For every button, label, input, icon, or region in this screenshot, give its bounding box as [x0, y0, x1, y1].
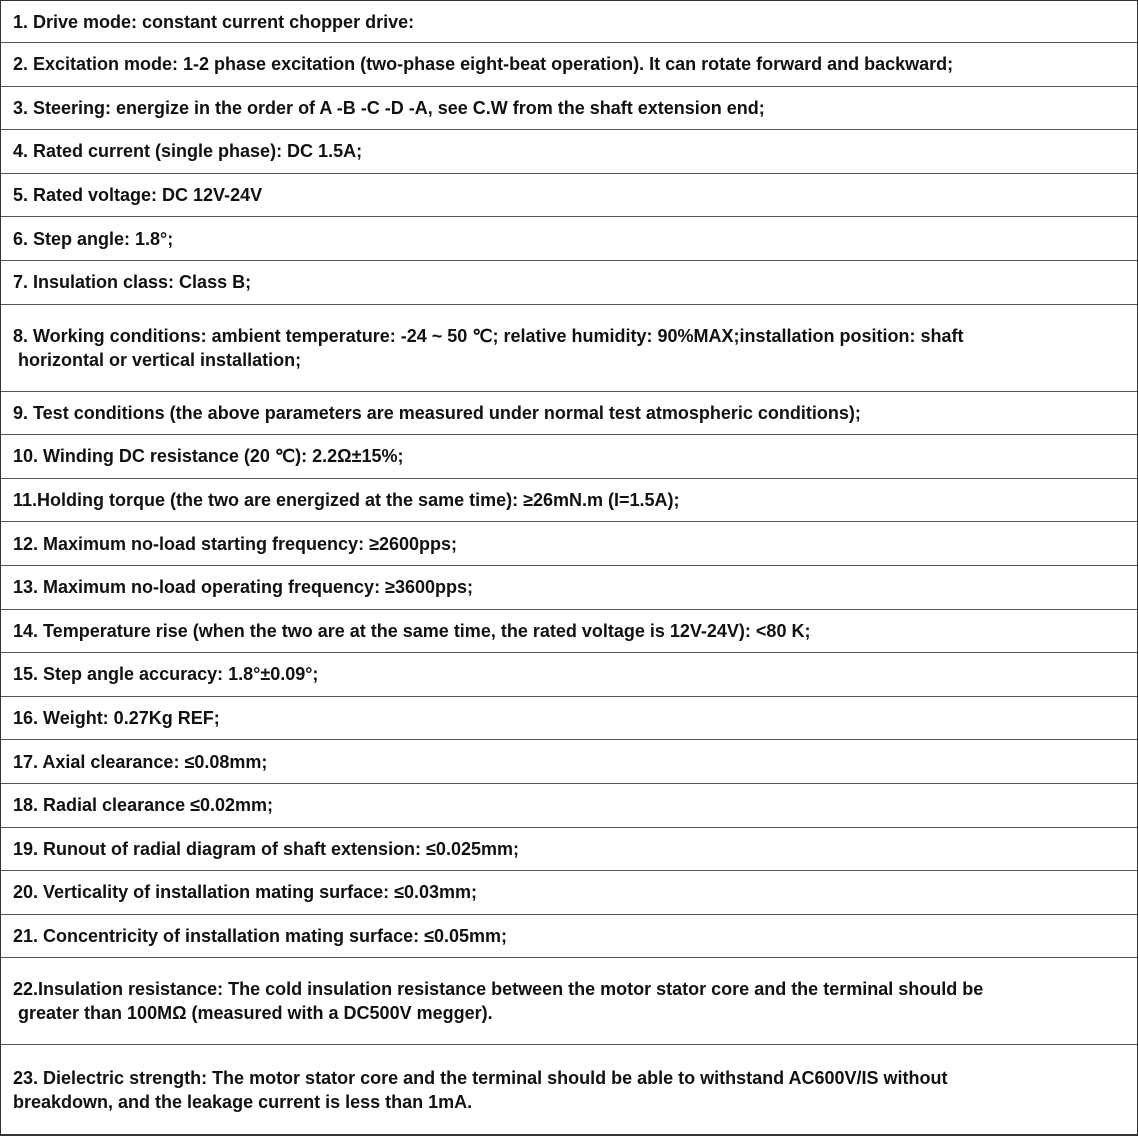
spec-row: [1, 130, 1137, 174]
spec-text: 8. Working conditions: ambient temperature: -24 ~ 50 ℃; relative humidity: 90%MAX;installation position: shaft horizontal or vertical installation;: [13, 325, 964, 370]
spec-row: [1, 958, 1137, 1045]
spec-row: [1, 566, 1137, 610]
spec-text: 16. Weight: 0.27Kg REF;: [13, 708, 220, 729]
spec-text: 18. Radial clearance ≤0.02mm;: [13, 795, 274, 816]
spec-text: 12. Maximum no-load starting frequency: ≥2600pps;: [13, 533, 457, 554]
spec-text: 3. Steering: energize in the order of A -B -C -D -A, see C.W from the shaft extension end;: [13, 97, 765, 118]
spec-row: [1, 740, 1137, 784]
spec-row: [1, 610, 1137, 654]
spec-row: [1, 174, 1137, 218]
spec-text: 11.Holding torque (the two are energized at the same time): ≥26mN.m (I=1.5A);: [13, 490, 680, 511]
spec-text: 4. Rated current (single phase): DC 1.5A;: [13, 141, 363, 162]
spec-row: [1, 217, 1137, 261]
spec-text: 1. Drive mode: constant current chopper drive:: [13, 11, 415, 32]
spec-row: [1, 87, 1137, 131]
spec-row: [1, 697, 1137, 741]
spec-row: [1, 1045, 1137, 1134]
spec-text: 19. Runout of radial diagram of shaft extension: ≤0.025mm;: [13, 838, 519, 859]
spec-text: 9. Test conditions (the above parameters are measured under normal test atmospheric conditions);: [13, 402, 861, 423]
spec-text: 23. Dielectric strength: The motor stator core and the terminal should be able to withstand AC600V/IS without breakdown, and the leakage current is less than 1mA.: [13, 1067, 948, 1112]
spec-text: 7. Insulation class: Class B;: [13, 272, 252, 293]
spec-text: 17. Axial clearance: ≤0.08mm;: [13, 751, 268, 772]
spec-text: 13. Maximum no-load operating frequency: ≥3600pps;: [13, 577, 473, 598]
spec-text: 21. Concentricity of installation mating surface: ≤0.05mm;: [13, 925, 507, 946]
spec-text: 22.Insulation resistance: The cold insulation resistance between the motor stator core and the terminal should be greater than 100MΩ (measured with a DC500V megger).: [13, 979, 984, 1024]
spec-row: [1, 435, 1137, 479]
spec-row: [1, 261, 1137, 305]
spec-text: 14. Temperature rise (when the two are at the same time, the rated voltage is 12V-24V): <80 K;: [13, 620, 811, 641]
spec-text: 20. Verticality of installation mating surface: ≤0.03mm;: [13, 882, 478, 903]
spec-row: [1, 784, 1137, 828]
spec-row: [1, 305, 1137, 392]
spec-row: [1, 479, 1137, 523]
spec-text: 15. Step angle accuracy: 1.8°±0.09°;: [13, 664, 319, 685]
spec-row: [1, 871, 1137, 915]
spec-text: 6. Step angle: 1.8°;: [13, 228, 174, 249]
spec-row: [1, 915, 1137, 959]
spec-row: [1, 392, 1137, 436]
spec-row: [1, 828, 1137, 872]
spec-row: [1, 653, 1137, 697]
spec-row: [1, 1, 1137, 43]
spec-row: [1, 522, 1137, 566]
spec-text: 10. Winding DC resistance (20 ℃): 2.2Ω±15%;: [13, 446, 404, 467]
spec-text: 2. Excitation mode: 1-2 phase excitation (two-phase eight-beat operation). It can rotate forward and backward;: [13, 54, 954, 75]
spec-row: [1, 43, 1137, 87]
spec-text: 5. Rated voltage: DC 12V-24V: [13, 185, 263, 206]
